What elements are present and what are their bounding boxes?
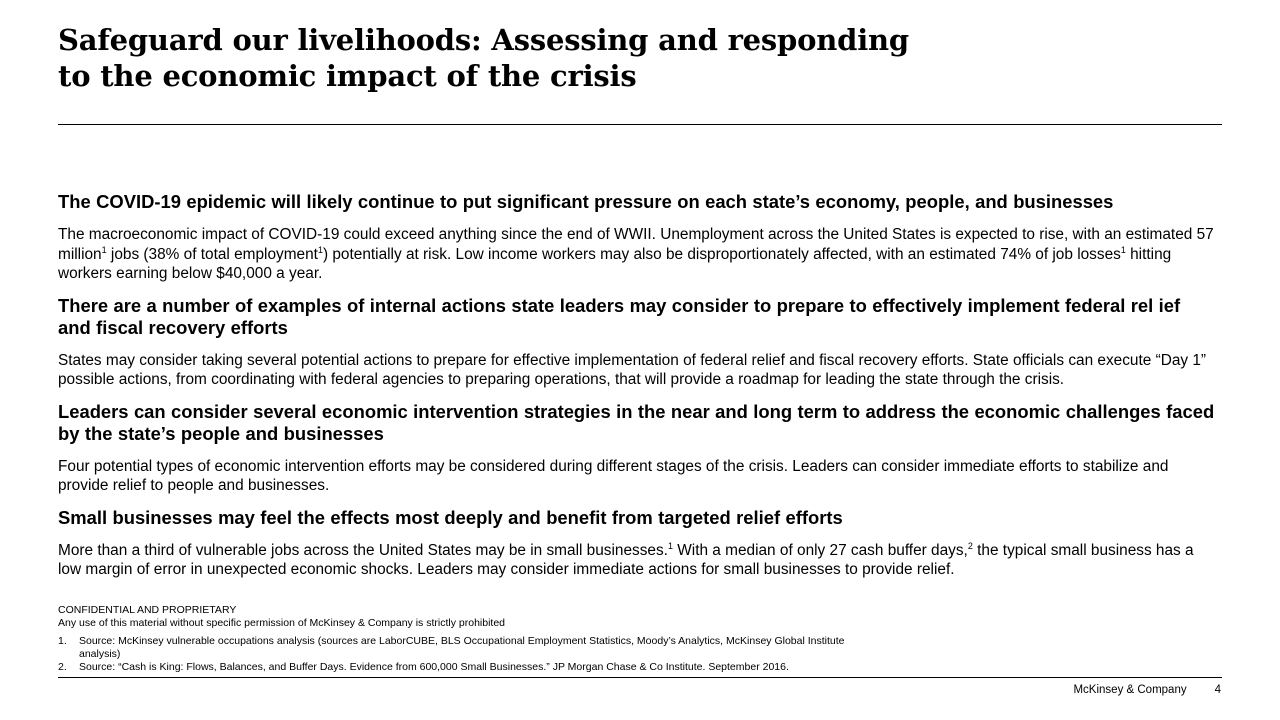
source-number: 1. bbox=[58, 635, 67, 647]
page-number: 4 bbox=[1214, 684, 1221, 696]
footnotes bbox=[58, 604, 858, 675]
footnote-ref: 2 bbox=[967, 540, 973, 551]
source-list bbox=[58, 635, 858, 674]
confidential-notice bbox=[58, 604, 858, 629]
confidential-label: CONFIDENTIAL AND PROPRIETARY bbox=[58, 604, 237, 616]
footer bbox=[1073, 683, 1221, 697]
section-1-heading: The COVID-19 epidemic will likely continue to put significant pressure on each state’s economy, people, and businesses bbox=[58, 191, 1114, 212]
section-4-heading: Small businesses may feel the effects most deeply and benefit from targeted relief efforts bbox=[58, 506, 843, 528]
section-4-body: More than a third of vulnerable jobs across the United States may be in small businesses.$^1$ With a median of only 27 cash buffer days,$^2$ the typical small business has a low margin of error in unexpected economic shocks. Leaders may consider immediate actions for small businesses to provide relief. bbox=[58, 540, 1194, 578]
page-title bbox=[58, 22, 958, 94]
company-name: McKinsey & Company bbox=[1073, 684, 1187, 696]
main-content bbox=[58, 191, 1218, 591]
page-title-line-1: Safeguard our livelihoods: Assessing and responding bbox=[58, 23, 910, 57]
confidential-disclaimer: Any use of this material without specific permission of McKinsey & Company is strictly prohibited bbox=[58, 616, 506, 629]
title-divider bbox=[58, 124, 1222, 125]
page-title-line-2: to the economic impact of the crisis bbox=[58, 59, 637, 93]
footer-divider bbox=[58, 677, 1222, 678]
footnote-ref: 1 bbox=[101, 244, 107, 255]
section-2-heading: There are a number of examples of internal actions state leaders may consider to prepare to effectively implement federal rel ief and fiscal recovery efforts bbox=[58, 294, 1181, 338]
section-3-heading: Leaders can consider several economic intervention strategies in the near and long term to address the economic challenges faced by the state’s people and businesses bbox=[58, 400, 1215, 444]
footnote-ref: 1 bbox=[667, 540, 673, 551]
source-note bbox=[58, 635, 858, 660]
source-note bbox=[58, 661, 858, 674]
source-text: Source: McKinsey vulnerable occupations analysis (sources are LaborCUBE, BLS Occupational Employment Statistics, Moody’s Analytics, McKinsey Global Institute analysis) bbox=[79, 635, 845, 660]
footnote-ref: 1 bbox=[1120, 244, 1126, 255]
footnote-ref: 1 bbox=[317, 244, 323, 255]
source-text: Source: “Cash is King: Flows, Balances, and Buffer Days. Evidence from 600,000 Small Businesses.” JP Morgan Chase & Co Institute. September 2016. bbox=[79, 661, 789, 673]
section-3-body: Four potential types of economic intervention efforts may be considered during different stages of the crisis. Leaders can consider immediate efforts to stabilize and provide relief to people and businesses. bbox=[58, 457, 1169, 494]
source-number: 2. bbox=[58, 661, 67, 673]
section-1-body: The macroeconomic impact of COVID-19 could exceed anything since the end of WWII. Unemployment across the United States is expected to rise, with an estimated 57 million$^1$ jobs (38% of total employment$^1$) potentially at risk. Low income workers may also be disproportionately affected, with an estimated 74% of job losses$^1$ hitting workers earning below $40,000 a year. bbox=[58, 226, 1214, 282]
section-2-body: States may consider taking several potential actions to prepare for effective implementation of federal relief and fiscal recovery efforts. State officials can execute “Day 1” possible actions, from coordinating with federal agencies to preparing operations, that will provide a roadmap for leading the state through the crisis. bbox=[58, 351, 1207, 388]
